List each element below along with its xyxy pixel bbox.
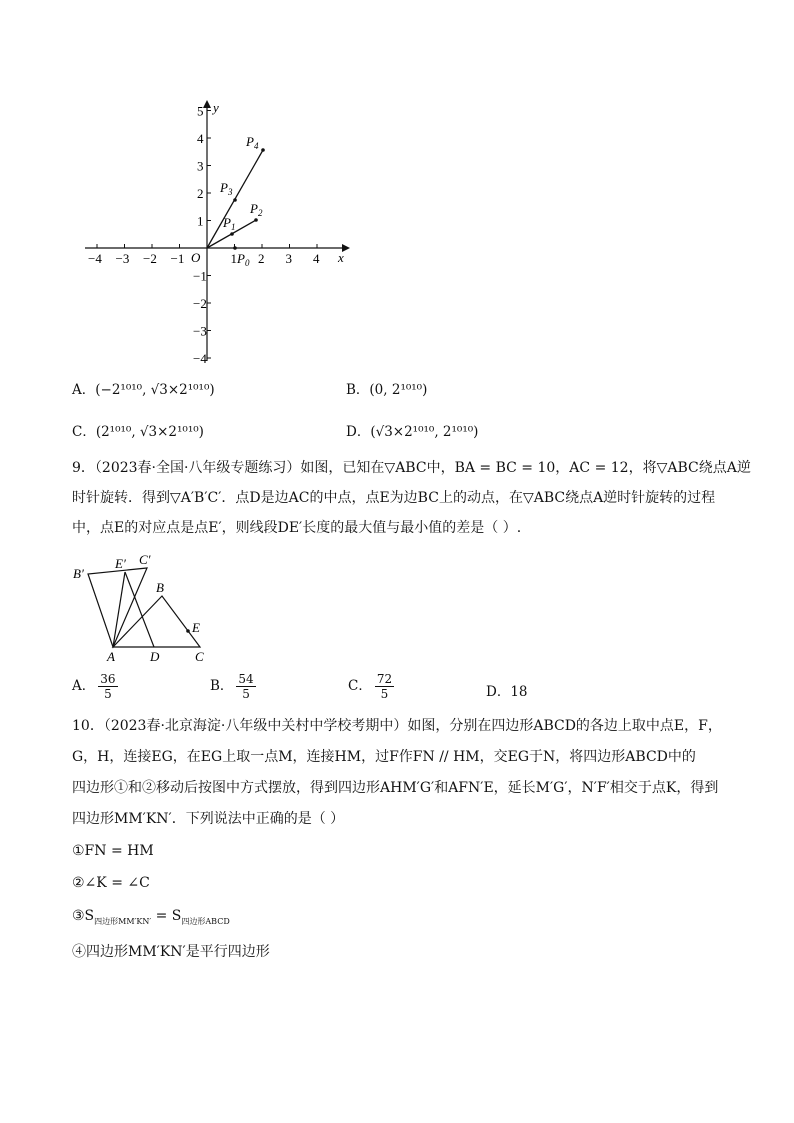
option-9d[interactable]: D．18 [486,684,528,700]
y-tick-label: 2 [197,186,204,201]
x-tick-label: −2 [143,251,157,266]
option-9c[interactable]: C． $\frac{72}{5}$ [348,672,393,701]
point-p0 [233,246,237,250]
q10-statement-2: ②∠K = ∠C [72,875,150,891]
y-axis-label: y [213,100,219,115]
label-c-prime: C′ [139,552,151,567]
label-e: E [192,620,200,635]
option-8b[interactable]: B．(0, 2¹⁰¹⁰) [346,382,428,398]
q10-statement-4: ④四边形MM′KN′是平行四边形 [72,944,270,960]
point-e [186,629,190,633]
point-p2 [254,218,258,222]
label-p2: $P_2$ [250,201,263,218]
y-tick-label: 1 [197,213,204,229]
origin-label: O [191,250,201,265]
x-tick-label: −1 [170,251,185,266]
x-tick-label: 4 [313,251,320,266]
y-tick-label: −3 [193,323,207,339]
y-tick-label: −4 [193,351,207,366]
option-8a[interactable]: A．(−2¹⁰¹⁰, √3×2¹⁰¹⁰) [72,382,215,398]
option-9a[interactable]: A． $\frac{36}{5}$ [72,672,116,701]
x-axis-label: x [338,250,344,265]
x-tick-label: −4 [88,251,102,266]
rotation-figure [70,550,215,665]
label-b-prime: B′ [73,566,84,581]
option-8d[interactable]: D．(√3×2¹⁰¹⁰, 2¹⁰¹⁰) [346,424,479,440]
q9-line1: 9．（2023春·全国·八年级专题练习）如图，已知在▽ABC中，BA = BC = 10，AC = 12，将▽ABC绕点A逆 [72,460,751,476]
y-tick-label: −2 [193,296,207,311]
y-axis-arrow [203,100,211,108]
point-p4 [261,148,265,152]
q10-statement-1: ①FN = HM [72,843,154,859]
label-e-prime: E′ [115,556,126,571]
q10-line3: 四边形①和②移动后按图中方式摆放，得到四边形AHM′G′和AFN′E，延长M′G′，N′F′相交于点K，得到 [72,780,719,796]
option-8c[interactable]: C．(2¹⁰¹⁰, √3×2¹⁰¹⁰) [72,424,204,440]
y-tick-label: 5 [197,103,204,119]
option-9b[interactable]: B． $\frac{54}{5}$ [210,672,254,701]
q9-line2: 时针旋转．得到▽A′B′C′．点D是边AC的中点，点E为边BC上的动点，在▽ABC绕点A逆时针旋转的过程 [72,490,716,506]
label-c: C [195,649,204,664]
x-tick-label: −3 [115,251,130,266]
y-tick-label: −1 [193,268,207,284]
label-p1: $P_1$ [223,215,236,232]
y-tick-label: 4 [197,131,204,146]
q10-line1: 10．（2023春·北京海淀·八年级中关村中学校考期中）如图，分别在四边形ABCD的各边上取中点E，F， [72,718,722,734]
label-b: B [156,580,164,595]
coordinate-figure [80,96,360,366]
triangle-abc [113,596,200,647]
point-p3 [233,198,237,202]
label-p4: $P_4$ [246,134,259,151]
label-p0: $P_0$ [237,251,250,268]
q10-line4: 四边形MM′KN′．下列说法中正确的是（ ） [72,811,345,827]
x-tick-label: 2 [258,251,265,266]
x-tick-label: 1 [230,251,237,266]
y-tick-label: 3 [197,158,204,174]
label-d: D [150,649,160,664]
x-tick-label: 3 [285,251,292,266]
q10-statement-3: $③S_{四边形MM'KN'} = S_{四边形ABCD}$ [72,908,230,926]
label-p3: $P_3$ [220,180,233,197]
q10-line2: G，H，连接EG，在EG上取一点M，连接HM，过F作FN // HM，交EG于N，将四边形ABCD中的 [72,749,696,765]
label-a: A [107,649,115,664]
q9-line3: 中，点E的对应点是点E′，则线段DE′长度的最大值与最小值的差是（ ）. [72,520,522,536]
point-p1 [230,232,234,236]
